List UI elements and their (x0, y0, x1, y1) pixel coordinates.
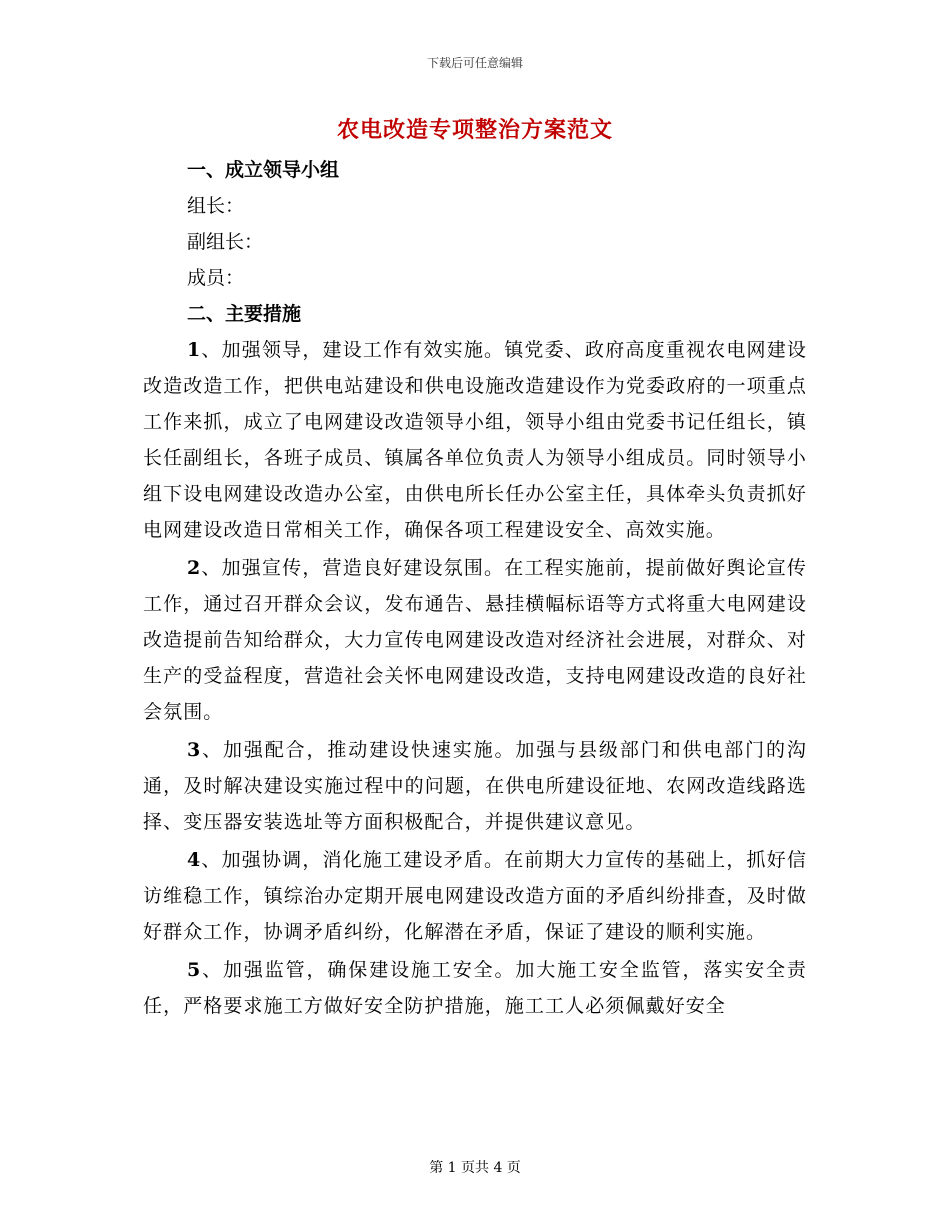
document-title: 农电改造专项整治方案范文 (336, 117, 613, 143)
measure-paragraph-2 (143, 550, 807, 730)
measure-number: 2 (187, 557, 202, 579)
field-deputy-leader: 副组长： (187, 231, 264, 253)
measure-text: 、加强领导，建设工作有效实施。镇党委、政府高度重视农电网建设改造改造工作，把供电站建设和供电设施改造建设作为党委政府的一项重点工作来抓，成立了电网建设改造领导小组，领导小组由党委书记任组长，镇长任副组长，各班子成员、镇属各单位负责人为领导小组成员。同时领导小组下设电网建设改造办公室，由供电所长任办公室主任，具体牵头负责抓好电网建设改造日常相关工作，确保各项工程建设安全、高效实施。 (143, 339, 807, 541)
measure-paragraph-5 (143, 952, 807, 1024)
field-team-leader: 组长： (187, 195, 245, 217)
measure-paragraph-3 (143, 732, 807, 840)
measure-paragraph-4 (143, 842, 807, 950)
section-heading-measures: 二、主要措施 (187, 303, 302, 325)
measure-number: 1 (187, 339, 202, 361)
measure-text: 、加强监管，确保建设施工安全。加大施工安全监管，落实安全责任，严格要求施工方做好安全防护措施，施工工人必须佩戴好安全 (143, 959, 807, 1017)
header-note: 下载后可任意编辑 (426, 56, 523, 70)
document-body (143, 152, 807, 1024)
measure-number: 5 (187, 959, 202, 981)
field-members: 成员： (187, 267, 245, 289)
measure-paragraph-1 (143, 332, 807, 548)
measure-text: 、加强配合，推动建设快速实施。加强与县级部门和供电部门的沟通，及时解决建设实施过程中的问题，在供电所建设征地、农网改造线路选择、变压器安装选址等方面积极配合，并提供建议意见。 (143, 739, 807, 833)
section-heading-leadership: 一、成立领导小组 (187, 159, 340, 181)
measure-text: 、加强宣传，营造良好建设氛围。在工程实施前，提前做好舆论宣传工作，通过召开群众会议，发布通告、悬挂横幅标语等方式将重大电网建设改造提前告知给群众，大力宣传电网建设改造对经济社会进展，对群众、对生产的受益程度，营造社会关怀电网建设改造，支持电网建设改造的良好社会氛围。 (143, 557, 807, 723)
measure-number: 3 (187, 739, 202, 761)
page-footer: 第 1 页共 4 页 (429, 1160, 521, 1176)
measure-number: 4 (187, 849, 202, 871)
measure-text: 、加强协调，消化施工建设矛盾。在前期大力宣传的基础上，抓好信访维稳工作，镇综治办定期开展电网建设改造方面的矛盾纠纷排查，及时做好群众工作，协调矛盾纠纷，化解潜在矛盾，保证了建设的顺利实施。 (143, 849, 807, 943)
